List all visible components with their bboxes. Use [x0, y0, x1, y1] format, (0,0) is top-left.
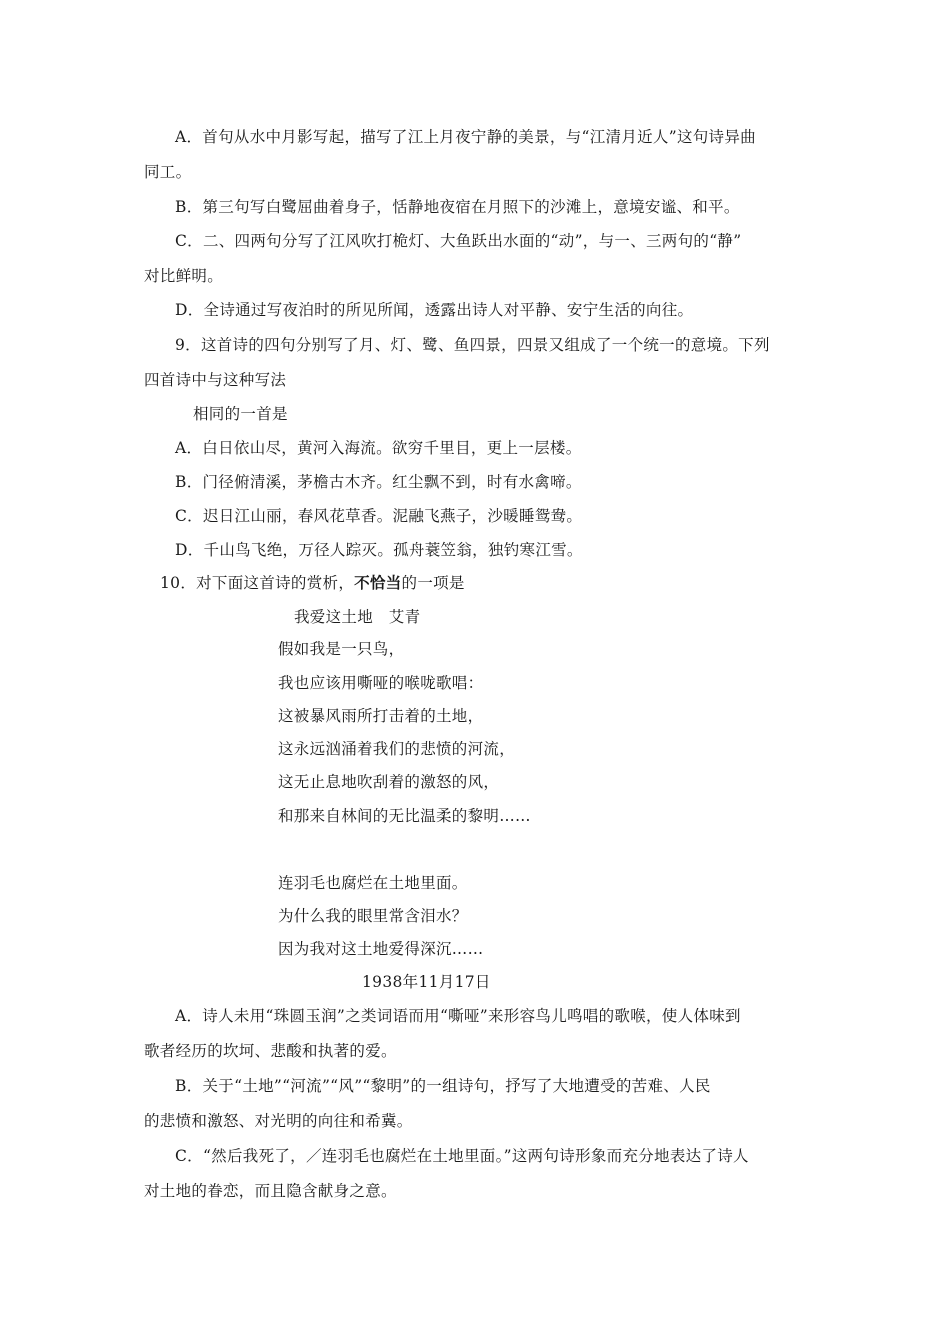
q9-stem-line1: 9．这首诗的四句分别写了月、灯、鹭、鱼四景，四景又组成了一个统一的意境。下列 [175, 336, 770, 354]
q9-option-b: B．门径俯清溪，茅檐古木齐。红尘飘不到，时有水禽啼。 [175, 473, 582, 491]
poem-line: 和那来自林间的无比温柔的黎明…… [278, 807, 531, 825]
q8-option-a-line1: A．首句从水中月影写起，描写了江上月夜宁静的美景，与“江清月近人”这句诗异曲 [175, 128, 756, 146]
q8-option-c-line1: C．二、四两句分写了江风吹打桅灯、大鱼跃出水面的“动”，与一、三两句的“静” [175, 232, 742, 250]
q10-option-c-line2: 对土地的眷恋，而且隐含献身之意。 [144, 1182, 397, 1200]
q10-stem-pre: 10．对下面这首诗的赏析， [160, 574, 355, 592]
poem-line: 我也应该用嘶哑的喉咙歌唱： [278, 674, 484, 692]
q10-option-a-line1: A．诗人未用“珠圆玉润”之类词语而用“嘶哑”来形容鸟儿鸣唱的歌喉，使人体味到 [175, 1007, 741, 1025]
q10-option-b-line2: 的悲愤和激怒、对光明的向往和希冀。 [144, 1112, 413, 1130]
q10-option-a-line2: 歌者经历的坎坷、悲酸和执著的爱。 [144, 1042, 397, 1060]
q8-option-d: D．全诗通过写夜泊时的所见所闻，透露出诗人对平静、安宁生活的向往。 [175, 301, 694, 319]
q10-stem-emphasis: 不恰当 [354, 574, 402, 592]
poem-line: 因为我对这土地爱得深沉…… [278, 940, 484, 958]
poem-line: 这无止息地吹刮着的激怒的风， [278, 773, 500, 791]
poem-date: 1938年11月17日 [362, 973, 491, 991]
q8-option-c-line2: 对比鲜明。 [144, 267, 224, 285]
q9-stem-line2: 四首诗中与这种写法 [144, 371, 287, 389]
poem-line: 这被暴风雨所打击着的土地， [278, 707, 484, 725]
poem-title: 我爱这土地 艾青 [294, 608, 421, 626]
q9-stem-line3: 相同的一首是 [193, 405, 288, 423]
q10-stem [160, 573, 465, 593]
q10-option-c-line1: C．“然后我死了，／连羽毛也腐烂在土地里面。”这两句诗形象而充分地表达了诗人 [175, 1147, 749, 1165]
q10-stem-post: 的一项是 [401, 574, 465, 592]
q9-option-a: A．白日依山尽，黄河入海流。欲穷千里目，更上一层楼。 [175, 439, 582, 457]
q8-option-b: B．第三句写白鹭屈曲着身子，恬静地夜宿在月照下的沙滩上，意境安谧、和平。 [175, 198, 740, 216]
poem-line: 这永远汹涌着我们的悲愤的河流， [278, 740, 516, 758]
poem-line: 连羽毛也腐烂在土地里面。 [278, 874, 468, 892]
q9-option-c: C．迟日江山丽，春风花草香。泥融飞燕子，沙暖睡鸳鸯。 [175, 507, 583, 525]
q8-option-a-line2: 同工。 [144, 163, 192, 181]
q10-option-b-line1: B．关于“土地”“河流”“风”“黎明”的一组诗句，抒写了大地遭受的苦难、人民 [175, 1077, 711, 1095]
poem-line: 假如我是一只鸟， [278, 640, 405, 658]
q9-option-d: D．千山鸟飞绝，万径人踪灭。孤舟蓑笠翁，独钓寒江雪。 [175, 541, 583, 559]
poem-line: 为什么我的眼里常含泪水？ [278, 907, 468, 925]
